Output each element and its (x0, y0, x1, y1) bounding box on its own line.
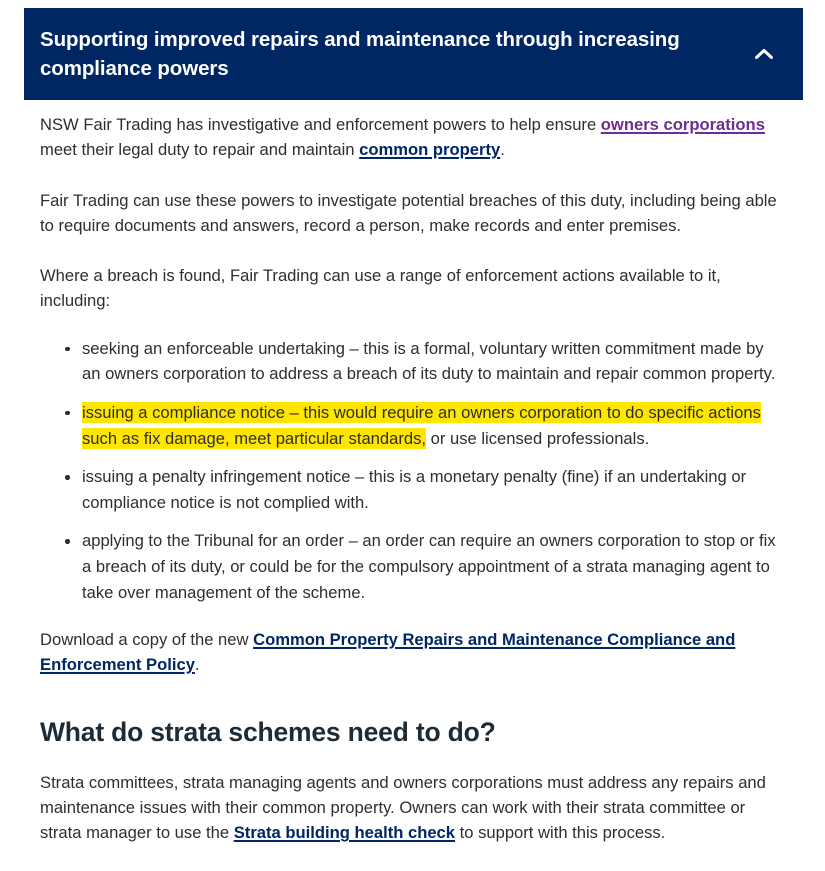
download-paragraph (40, 627, 785, 678)
link-strata-building-health-check[interactable]: Strata building health check (233, 823, 456, 843)
list-item (82, 464, 785, 515)
enforcement-action-trailing-text: or use licensed professionals. (426, 428, 650, 448)
strata-text-part-1: Strata committees, strata managing agents and owners corporations must address any repairs and maintenance issues with their common property. Owners can work with their strata committee or strata manager to use the (40, 772, 766, 843)
enforcement-action-text: issuing a penalty infringement notice – this is a monetary penalty (fine) if an undertaking or compliance notice is not complied with. (82, 467, 747, 512)
chevron-up-icon[interactable] (751, 41, 777, 67)
list-item (82, 336, 785, 387)
intro-text-part-2: meet their legal duty to repair and maintain (40, 140, 360, 160)
intro-paragraph (40, 112, 785, 163)
list-item (82, 400, 785, 451)
powers-paragraph: Fair Trading can use these powers to investigate potential breaches of this duty, including being able to require documents and answers, record a person, make records and enter premises. (40, 190, 777, 235)
breach-paragraph: Where a breach is found, Fair Trading can use a range of enforcement actions available to it, including: (40, 266, 721, 311)
enforcement-actions-list (40, 336, 785, 605)
strata-schemes-paragraph (40, 770, 785, 846)
list-item (82, 528, 785, 605)
accordion-body (40, 112, 785, 871)
strata-text-part-2: to support with this process. (455, 823, 666, 843)
enforcement-action-text: applying to the Tribunal for an order – an order can require an owners corporation to stop or fix a breach of its duty, or could be for the compulsory appointment of a strata managing agent to take over management of the scheme. (82, 531, 776, 602)
page-title: What do strata schemes need to do? (40, 716, 496, 747)
accordion-title: Supporting improved repairs and maintenance through increasing compliance powers (40, 27, 680, 80)
intro-text-part-3: . (500, 140, 505, 160)
link-owners-corporations[interactable]: owners corporations (600, 115, 765, 134)
download-text-part-2: . (194, 655, 200, 675)
link-common-property[interactable]: common property (359, 140, 501, 160)
highlighted-text: issuing a compliance notice – this would require an owners corporation to do specific actions such as fix damage, meet particular standards, (82, 402, 761, 448)
accordion-header-compliance-powers[interactable] (24, 8, 803, 100)
download-text-part-1: Download a copy of the new (40, 630, 254, 650)
intro-text-part-1: NSW Fair Trading has investigative and enforcement powers to help ensure (40, 115, 601, 134)
enforcement-action-text: seeking an enforceable undertaking – this is a formal, voluntary written commitment made by an owners corporation to address a breach of its duty to maintain and repair common property. (82, 338, 776, 384)
link-compliance-enforcement-policy[interactable]: Common Property Repairs and Maintenance Compliance and Enforcement Policy (40, 630, 736, 675)
